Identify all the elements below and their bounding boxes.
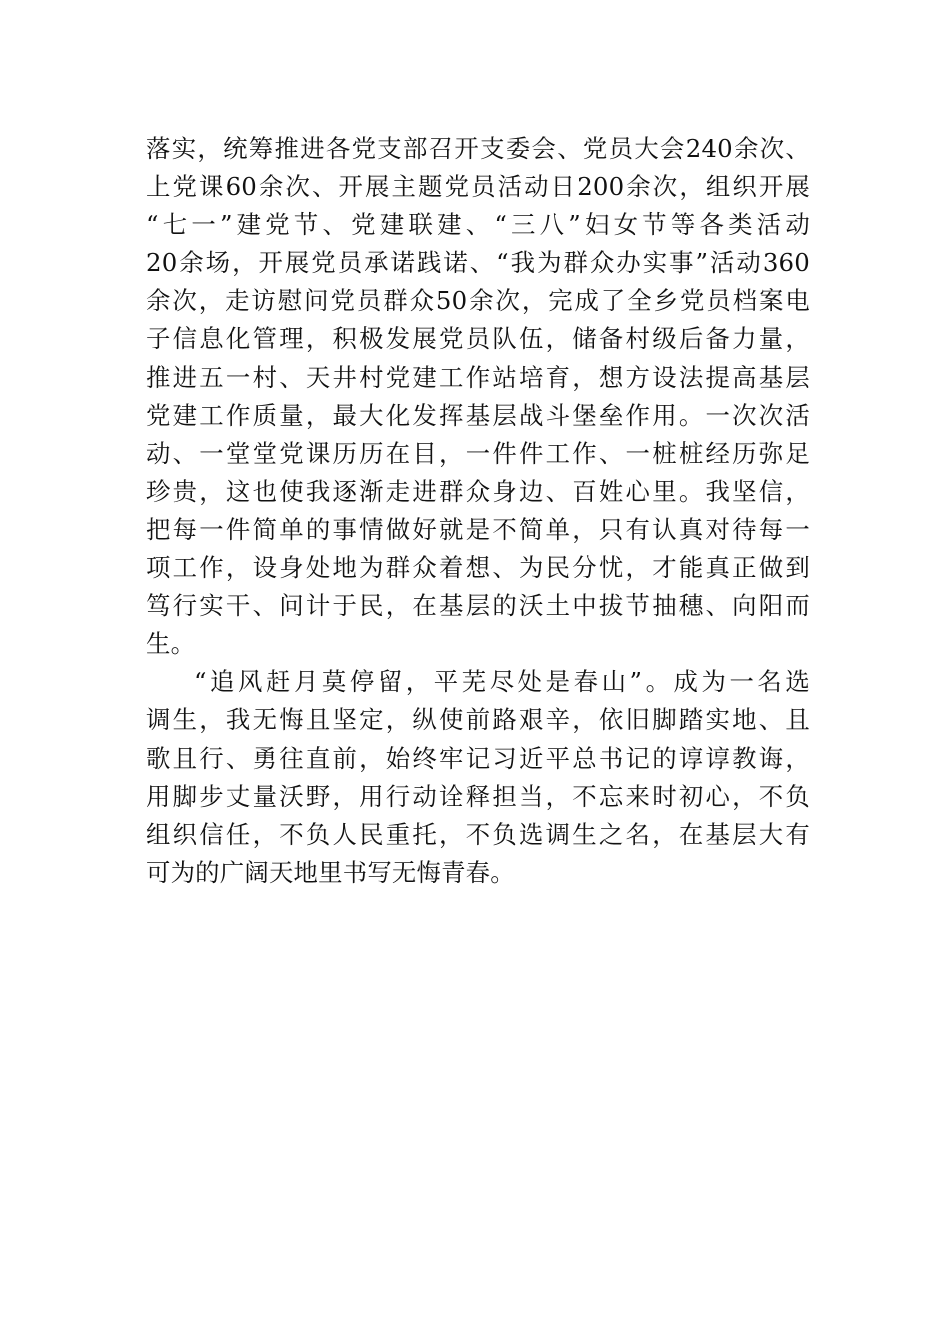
text-line: 珍贵，这也使我逐渐走进群众身边、百姓心里。我坚信， — [146, 476, 810, 506]
text-line: 笃行实干、问计于民，在基层的沃土中拔节抽穗、向阳而 — [146, 591, 810, 621]
text-line: 生。 — [146, 629, 196, 659]
text-line: “七一”建党节、党建联建、“三八”妇女节等各类活动 — [146, 210, 810, 240]
text-line: 党建工作质量，最大化发挥基层战斗堡垒作用。一次次活 — [146, 400, 810, 430]
text-line: 项工作，设身处地为群众着想、为民分忧，才能真正做到 — [146, 553, 810, 583]
text-line: 20余场，开展党员承诺践诺、“我为群众办实事”活动360 — [146, 248, 810, 278]
body-text — [146, 130, 810, 892]
text-line: 用脚步丈量沃野，用行动诠释担当，不忘来时初心，不负 — [146, 781, 810, 811]
text-line: 上党课60余次、开展主题党员活动日200余次，组织开展 — [146, 172, 810, 202]
text-line: 调生，我无悔且坚定，纵使前路艰辛，依旧脚踏实地、且 — [146, 705, 810, 735]
text-line: 余次，走访慰问党员群众50余次，完成了全乡党员档案电 — [146, 286, 810, 316]
text-line: 子信息化管理，积极发展党员队伍，储备村级后备力量， — [146, 324, 810, 354]
paragraph-first-line: “追风赶月莫停留，平芜尽处是春山”。成为一名选 — [194, 667, 810, 697]
text-line: 把每一件简单的事情做好就是不简单，只有认真对待每一 — [146, 514, 810, 544]
text-line: 歌且行、勇往直前，始终牢记习近平总书记的谆谆教诲， — [146, 743, 810, 773]
text-line: 落实，统筹推进各党支部召开支委会、党员大会240余次、 — [146, 134, 810, 163]
text-line: 动、一堂堂党课历历在目，一件件工作、一桩桩经历弥足 — [146, 438, 810, 468]
text-line: 组织信任，不负人民重托，不负选调生之名，在基层大有 — [146, 819, 810, 849]
text-line: 可为的广阔天地里书写无悔青春。 — [146, 857, 515, 887]
text-line: 推进五一村、天井村党建工作站培育，想方设法提高基层 — [146, 362, 810, 392]
